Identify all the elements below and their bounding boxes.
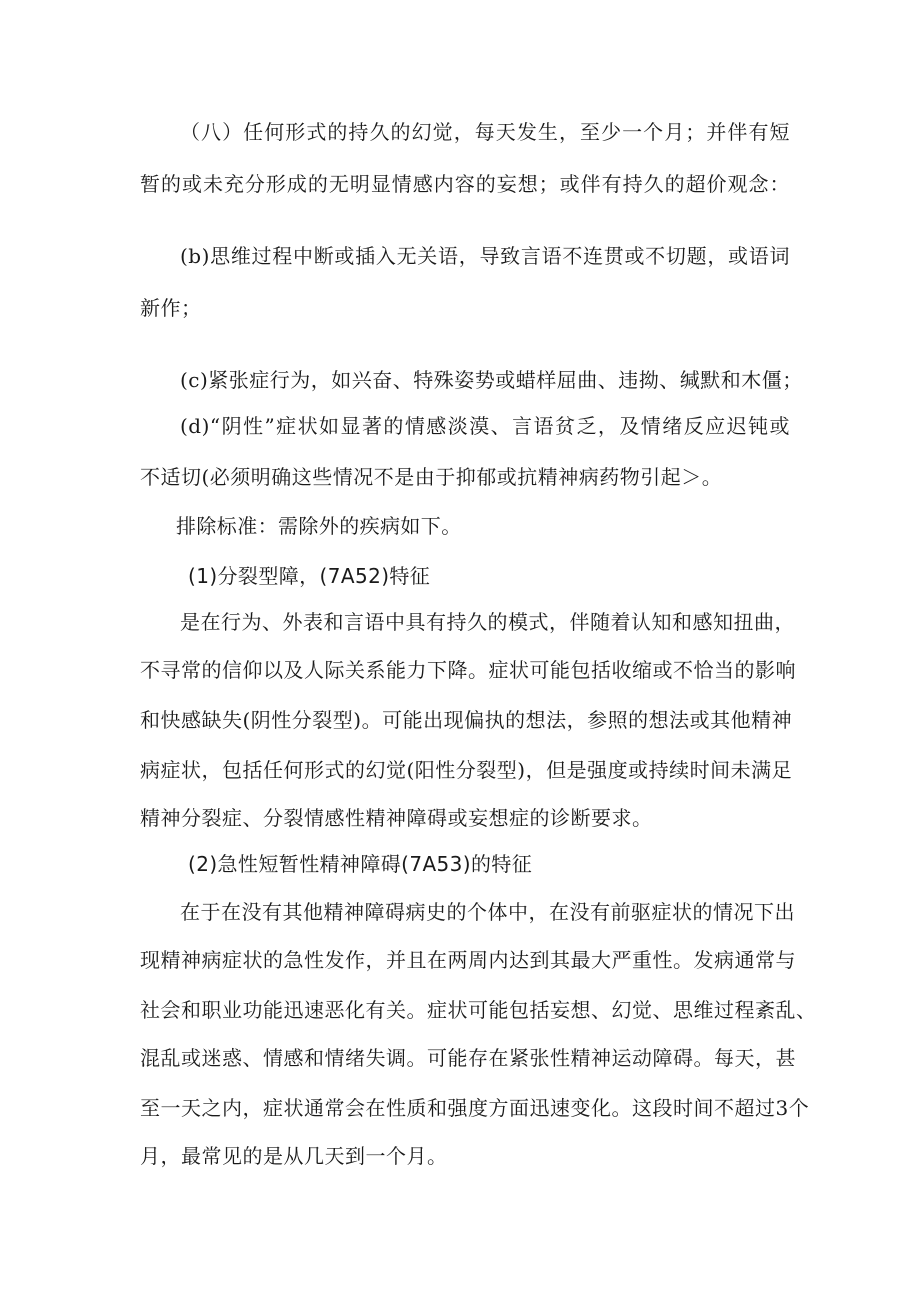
exclusion-heading: 排除标准：需除外的疾病如下。	[176, 514, 462, 538]
section-2-line: 至一天之内，症状通常会在性质和强度方面迅速变化。这段时间不超过3个	[140, 1096, 810, 1120]
paragraph-b-line-1: (b)思维过程中断或插入无关语，导致言语不连贯或不切题，或语词	[180, 244, 790, 268]
section-2-line: 月，最常见的是从几天到一个月。	[140, 1144, 448, 1168]
section-2-heading: (2)急性短暂性精神障碍(7A53)的特征	[188, 852, 533, 876]
paragraph-a-line-2: 暂的或未充分形成的无明显情感内容的妄想；或伴有持久的超价观念：	[140, 172, 790, 196]
section-2-line: 现精神病症状的急性发作，并且在两周内达到其最大严重性。发病通常与	[140, 948, 796, 972]
section-1-line: 病症状，包括任何形式的幻觉(阳性分裂型)，但是强度或持续时间未满足	[140, 758, 793, 782]
section-1-line: 不寻常的信仰以及人际关系能力下降。症状可能包括收缩或不恰当的影响	[140, 658, 796, 682]
section-1-line: 精神分裂症、分裂情感性精神障碍或妄想症的诊断要求。	[140, 806, 653, 830]
section-1-line: 是在行为、外表和言语中具有持久的模式，伴随着认知和感知扭曲，	[180, 610, 795, 634]
section-2-line: 社会和职业功能迅速恶化有关。症状可能包括妄想、幻觉、思维过程紊乱、	[140, 998, 817, 1022]
section-1-line: 和快感缺失(阴性分裂型)。可能出现偏执的想法，参照的想法或其他精神	[140, 708, 793, 732]
section-1-heading: (1)分裂型障，(7A52)特征	[188, 564, 431, 588]
paragraph-d-line-1: (d)“阴性”症状如显著的情感淡漠、言语贫乏，及情绪反应迟钝或	[180, 414, 790, 438]
paragraph-c-line-1: (c)紧张症行为，如兴奋、特殊姿势或蜡样屈曲、违拗、缄默和木僵；	[180, 368, 803, 392]
paragraph-d-line-2: 不适切(必须明确这些情况不是由于抑郁或抗精神病药物引起＞。	[140, 465, 723, 489]
section-2-line: 在于在没有其他精神障碍病史的个体中，在没有前驱症状的情况下出	[180, 900, 795, 924]
paragraph-a-line-1: （八）任何形式的持久的幻觉，每天发生，至少一个月；并伴有短	[180, 120, 790, 144]
section-2-line: 混乱或迷惑、情感和情绪失调。可能存在紧张性精神运动障碍。每天，甚	[140, 1046, 796, 1070]
paragraph-b-line-2: 新作；	[140, 296, 202, 320]
